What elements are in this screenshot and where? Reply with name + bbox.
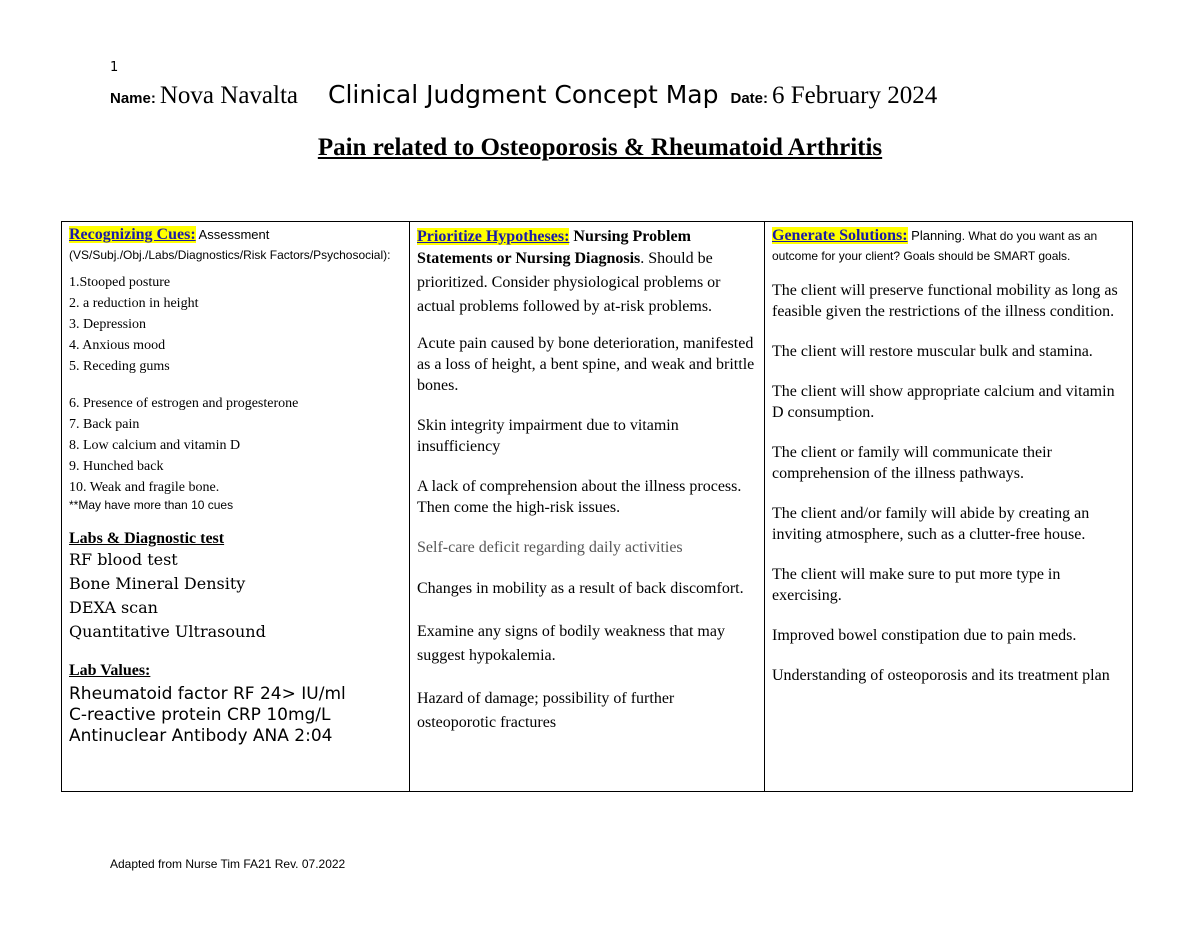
- list-item: 1.Stooped posture: [69, 275, 171, 290]
- list-item: Acute pain caused by bone deterioration, manifested as a loss of height, a bent spine, and weak and brittle bones.: [417, 335, 755, 394]
- cue-list-b: [69, 393, 402, 498]
- list-item: A lack of comprehension about the illness process. Then come the high-risk issues.: [417, 478, 742, 516]
- cue-list-a: [69, 272, 402, 377]
- recognizing-cues-suffix: Assessment: [195, 227, 270, 242]
- generate-solutions-intro: . What do you want as an outcome for your client? Goals should be SMART goals.: [772, 229, 1098, 263]
- list-item: The client will preserve functional mobility as long as feasible given the restrictions of the illness condition.: [772, 282, 1118, 320]
- name-value: Nova Navalta: [159, 82, 298, 109]
- list-item: Skin integrity impairment due to vitamin insufficiency: [417, 417, 679, 455]
- labs-title: Labs & Diagnostic test: [69, 530, 225, 547]
- generate-solutions-suffix: Planning: [907, 228, 962, 243]
- recognizing-cues-column: [62, 222, 410, 792]
- list-item: 9. Hunched back: [69, 459, 164, 474]
- list-item: DEXA scan: [69, 598, 158, 617]
- name-label: Name:: [110, 90, 156, 107]
- generate-solutions-heading: Generate Solutions:: [772, 227, 908, 244]
- generate-solutions-column: [765, 222, 1133, 792]
- list-item: Changes in mobility as a result of back discomfort.: [417, 580, 744, 597]
- prioritize-hypotheses-column: [410, 222, 765, 792]
- list-item: Hazard of damage; possibility of further osteoporotic fractures: [417, 690, 675, 731]
- lab-value: Rheumatoid factor RF 24> IU/ml: [69, 684, 346, 704]
- list-item: Understanding of osteoporosis and its treatment plan: [772, 667, 1110, 684]
- page-number: 1: [110, 60, 119, 75]
- recognizing-cues-heading: Recognizing Cues:: [69, 226, 196, 243]
- list-item: The client and/or family will abide by creating an inviting atmosphere, such as a clutter-free house.: [772, 505, 1090, 543]
- cues-note: **May have more than 10 cues: [69, 498, 234, 512]
- prioritize-hypotheses-intro: . Should be prioritized. Consider physiological problems or actual problems followed by at-risk problems.: [417, 250, 721, 315]
- list-item: Examine any signs of bodily weakness that may suggest hypokalemia.: [417, 623, 725, 664]
- list-item: The client or family will communicate their comprehension of the illness pathways.: [772, 444, 1052, 482]
- list-item: RF blood test: [69, 550, 178, 569]
- recognizing-cues-subheading: (VS/Subj./Obj./Labs/Diagnostics/Risk Factors/Psychosocial):: [69, 248, 391, 262]
- lab-values-title: Lab Values:: [69, 662, 151, 679]
- document-title: Pain related to Osteoporosis & Rheumatoid Arthritis: [317, 134, 883, 161]
- list-item: 4. Anxious mood: [69, 338, 166, 353]
- footer: Adapted from Nurse Tim FA21 Rev. 07.2022: [110, 857, 346, 871]
- prioritize-hypotheses-suffix: Nursing Problem Statements or Nursing Diagnosis: [417, 228, 691, 267]
- list-item: The client will show appropriate calcium and vitamin D consumption.: [772, 383, 1115, 421]
- list-item: 8. Low calcium and vitamin D: [69, 438, 241, 453]
- header: [110, 80, 1110, 110]
- map-title: Clinical Judgment Concept Map: [328, 80, 719, 109]
- list-item: Quantitative Ultrasound: [69, 622, 266, 641]
- list-item: 7. Back pain: [69, 417, 140, 432]
- list-item: The client will make sure to put more type in exercising.: [772, 566, 1061, 604]
- list-item: 3. Depression: [69, 317, 146, 332]
- date-label: Date:: [730, 90, 768, 107]
- date-value: 6 February 2024: [772, 82, 938, 109]
- list-item: Bone Mineral Density: [69, 574, 246, 593]
- list-item: 10. Weak and fragile bone.: [69, 480, 220, 495]
- prioritize-hypotheses-heading: Prioritize Hypotheses:: [417, 228, 570, 245]
- concept-map-table: [61, 221, 1133, 792]
- list-item: Improved bowel constipation due to pain meds.: [772, 627, 1077, 644]
- list-item: 2. a reduction in height: [69, 296, 199, 311]
- lab-value: C-reactive protein CRP 10mg/L: [69, 705, 331, 725]
- list-item: 5. Receding gums: [69, 359, 170, 374]
- list-item: The client will restore muscular bulk and stamina.: [772, 343, 1093, 360]
- list-item: Self-care deficit regarding daily activities: [417, 539, 683, 556]
- list-item: 6. Presence of estrogen and progesterone: [69, 396, 299, 411]
- lab-value: Antinuclear Antibody ANA 2:04: [69, 726, 333, 746]
